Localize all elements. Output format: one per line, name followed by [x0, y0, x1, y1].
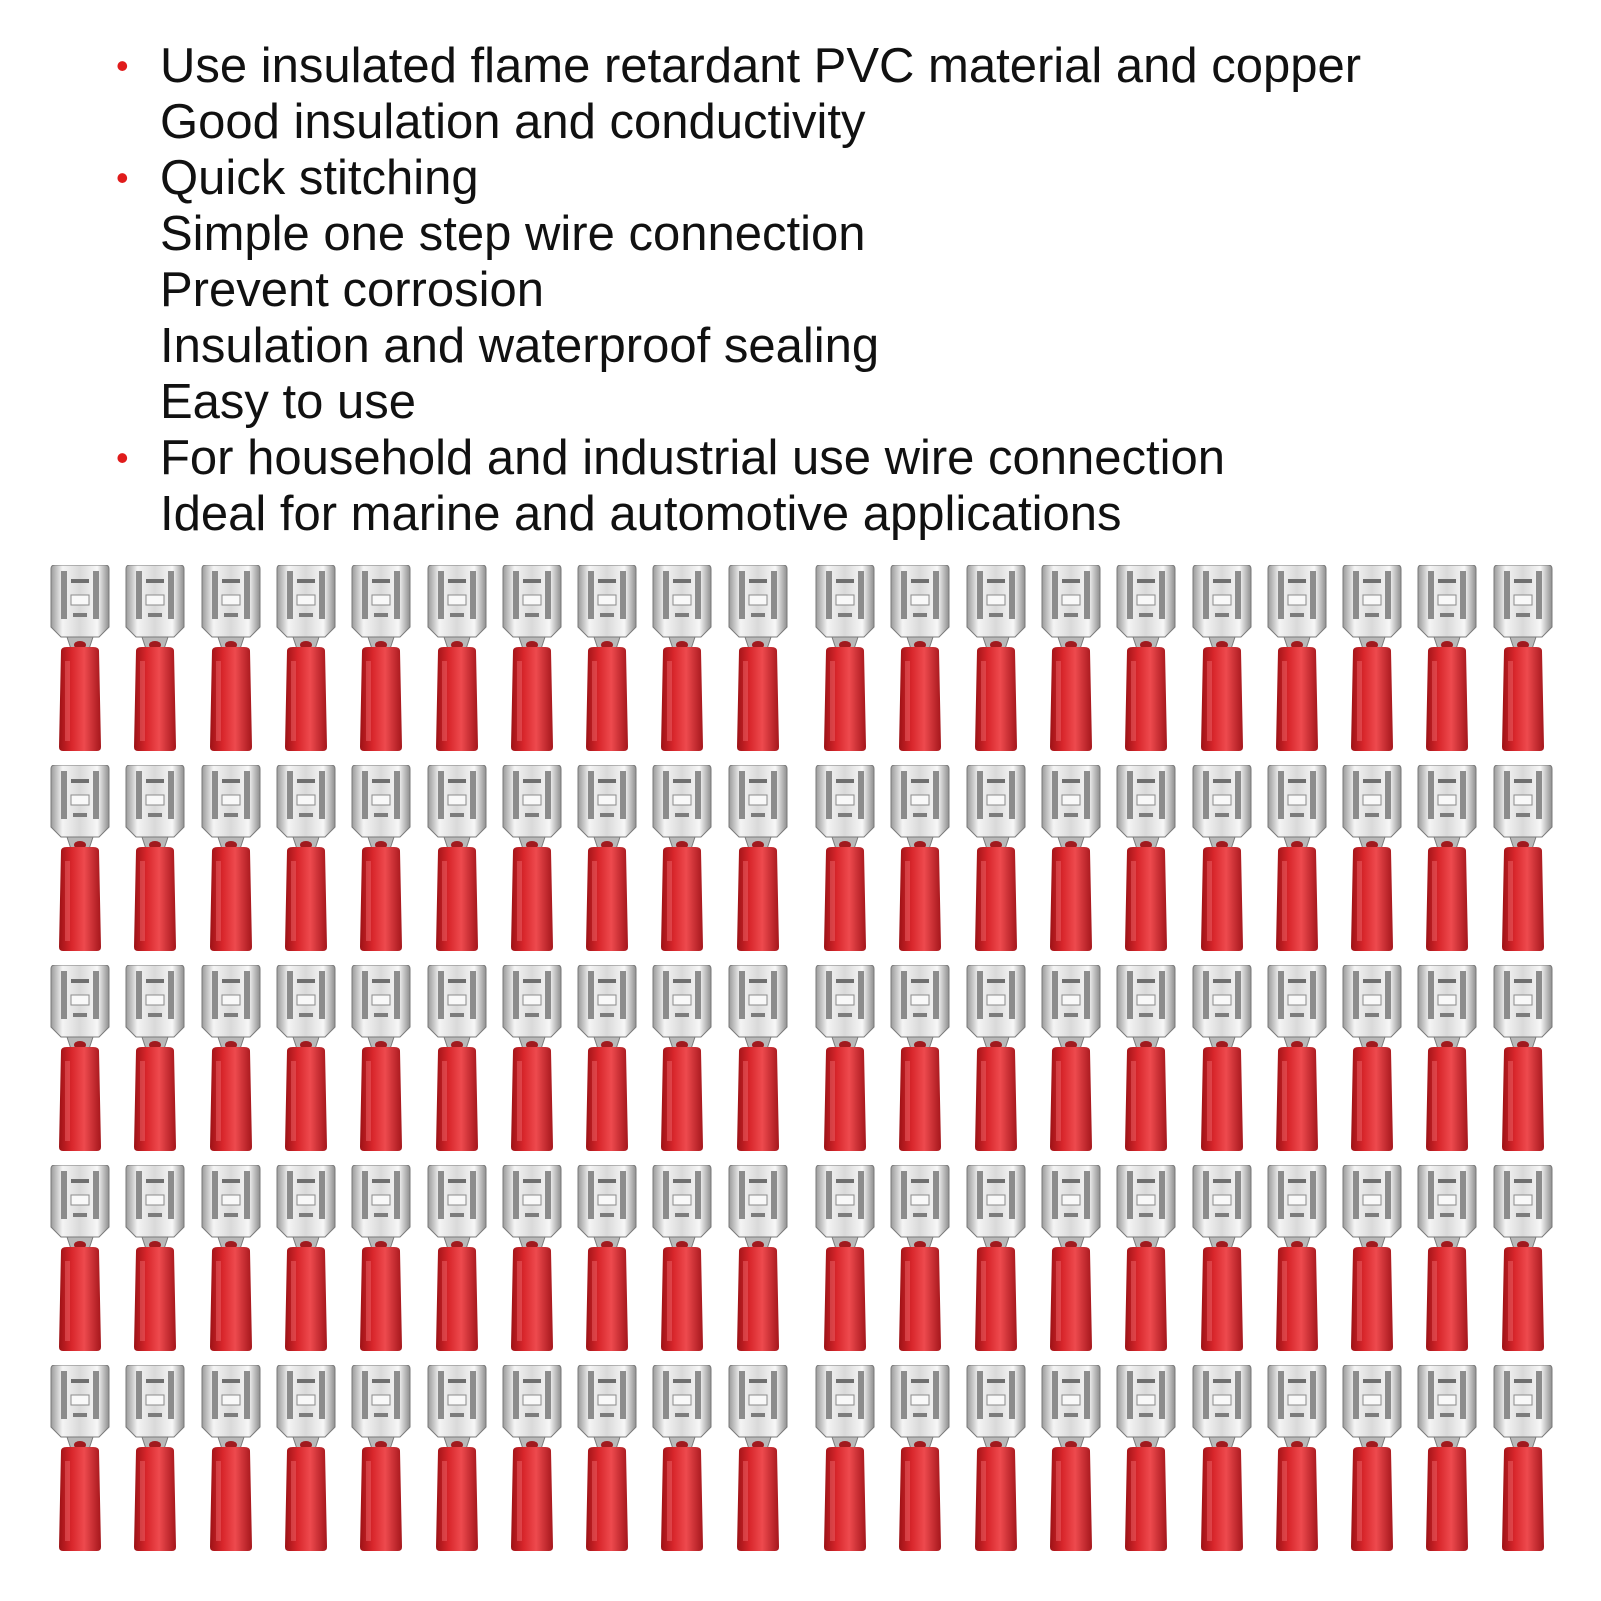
- terminal-item: [198, 1165, 264, 1353]
- bullet-icon: •: [116, 437, 129, 478]
- terminal-icon: [725, 565, 791, 753]
- terminal-item: [499, 1165, 565, 1353]
- terminal-item: [725, 965, 791, 1153]
- terminal-item: [1414, 565, 1480, 753]
- terminal-photo-grid: [47, 565, 1572, 1555]
- terminal-icon: [424, 1365, 490, 1553]
- terminal-item: [649, 565, 715, 753]
- terminal-icon: [47, 965, 113, 1153]
- terminal-item: [1189, 765, 1255, 953]
- terminal-item: [198, 765, 264, 953]
- terminal-item: [1490, 1165, 1556, 1353]
- terminal-icon: [963, 1365, 1029, 1553]
- terminal-item: [499, 565, 565, 753]
- terminal-icon: [499, 1365, 565, 1553]
- terminal-icon: [1490, 1365, 1556, 1553]
- terminal-icon: [348, 965, 414, 1153]
- terminal-icon: [887, 765, 953, 953]
- terminal-item: [812, 965, 878, 1153]
- terminal-item: [424, 565, 490, 753]
- terminal-icon: [812, 765, 878, 953]
- terminal-icon: [47, 565, 113, 753]
- terminal-item: [1490, 965, 1556, 1153]
- terminal-item: [1490, 1365, 1556, 1553]
- feature-line: Prevent corrosion: [160, 263, 545, 317]
- terminal-icon: [198, 965, 264, 1153]
- terminal-icon: [1038, 565, 1104, 753]
- terminal-icon: [1264, 965, 1330, 1153]
- terminal-icon: [1189, 965, 1255, 1153]
- bullet-icon: •: [116, 45, 129, 86]
- terminal-icon: [1189, 765, 1255, 953]
- terminal-item: [348, 565, 414, 753]
- terminal-item: [1414, 1165, 1480, 1353]
- terminal-item: [273, 1365, 339, 1553]
- terminal-icon: [812, 565, 878, 753]
- terminal-icon: [424, 565, 490, 753]
- terminal-item: [649, 1365, 715, 1553]
- terminal-icon: [47, 765, 113, 953]
- feature-item: [112, 430, 1572, 542]
- terminal-item: [649, 965, 715, 1153]
- terminal-item: [1113, 965, 1179, 1153]
- terminal-icon: [1113, 1365, 1179, 1553]
- terminal-item: [273, 565, 339, 753]
- terminal-icon: [1038, 965, 1104, 1153]
- terminal-item: [499, 1365, 565, 1553]
- terminal-icon: [1339, 565, 1405, 753]
- terminal-icon: [273, 565, 339, 753]
- terminal-icon: [198, 1365, 264, 1553]
- terminal-item: [574, 965, 640, 1153]
- terminal-item: [1113, 1365, 1179, 1553]
- terminal-item: [963, 965, 1029, 1153]
- terminal-icon: [1414, 765, 1480, 953]
- terminal-icon: [887, 565, 953, 753]
- terminal-item: [649, 1165, 715, 1353]
- terminal-icon: [499, 565, 565, 753]
- terminal-item: [1113, 1165, 1179, 1353]
- terminal-item: [1339, 965, 1405, 1153]
- terminal-item: [1189, 1365, 1255, 1553]
- terminal-icon: [887, 965, 953, 1153]
- terminal-item: [47, 765, 113, 953]
- terminal-item: [887, 565, 953, 753]
- feature-line: Easy to use: [160, 375, 417, 429]
- terminal-item: [1038, 765, 1104, 953]
- terminal-icon: [348, 565, 414, 753]
- terminal-icon: [499, 1165, 565, 1353]
- terminal-icon: [1113, 965, 1179, 1153]
- terminal-item: [499, 765, 565, 953]
- terminal-icon: [348, 765, 414, 953]
- terminal-icon: [273, 1165, 339, 1353]
- terminal-item: [273, 765, 339, 953]
- terminal-icon: [198, 565, 264, 753]
- feature-line: Insulation and waterproof sealing: [160, 319, 880, 373]
- terminal-item: [574, 765, 640, 953]
- terminal-item: [963, 1365, 1029, 1553]
- terminal-item: [725, 765, 791, 953]
- terminal-item: [1264, 1365, 1330, 1553]
- feature-line: Ideal for marine and automotive applications: [160, 487, 1122, 541]
- feature-line: Good insulation and conductivity: [160, 95, 866, 149]
- feature-item: [112, 38, 1572, 150]
- terminal-icon: [725, 765, 791, 953]
- feature-list: [112, 38, 1572, 542]
- terminal-icon: [1339, 1165, 1405, 1353]
- terminal-icon: [1038, 765, 1104, 953]
- feature-line: Use insulated flame retardant PVC material and copper: [160, 39, 1362, 93]
- terminal-item: [1113, 765, 1179, 953]
- terminal-icon: [424, 965, 490, 1153]
- terminal-item: [1038, 1365, 1104, 1553]
- terminal-icon: [1189, 1165, 1255, 1353]
- terminal-icon: [424, 765, 490, 953]
- terminal-item: [47, 965, 113, 1153]
- terminal-item: [574, 1165, 640, 1353]
- terminal-icon: [47, 1365, 113, 1553]
- terminal-item: [1264, 1165, 1330, 1353]
- terminal-icon: [273, 1365, 339, 1553]
- terminal-icon: [1490, 1165, 1556, 1353]
- terminal-icon: [273, 765, 339, 953]
- terminal-icon: [1490, 765, 1556, 953]
- terminal-item: [1038, 1165, 1104, 1353]
- bullet-icon: •: [116, 157, 129, 198]
- terminal-item: [725, 565, 791, 753]
- terminal-item: [198, 565, 264, 753]
- terminal-icon: [649, 565, 715, 753]
- terminal-item: [198, 1365, 264, 1553]
- terminal-item: [1339, 765, 1405, 953]
- terminal-item: [1264, 965, 1330, 1153]
- terminal-icon: [1490, 965, 1556, 1153]
- terminal-icon: [574, 565, 640, 753]
- terminal-icon: [198, 765, 264, 953]
- terminal-icon: [574, 1165, 640, 1353]
- terminal-icon: [122, 1365, 188, 1553]
- terminal-icon: [348, 1165, 414, 1353]
- terminal-icon: [1113, 565, 1179, 753]
- terminal-icon: [887, 1365, 953, 1553]
- terminal-icon: [122, 965, 188, 1153]
- terminal-icon: [963, 965, 1029, 1153]
- terminal-icon: [1038, 1365, 1104, 1553]
- terminal-item: [348, 1165, 414, 1353]
- terminal-icon: [1490, 565, 1556, 753]
- terminal-item: [1490, 765, 1556, 953]
- terminal-icon: [812, 1365, 878, 1553]
- terminal-icon: [1264, 1165, 1330, 1353]
- terminal-item: [725, 1365, 791, 1553]
- terminal-item: [348, 765, 414, 953]
- terminal-icon: [1113, 765, 1179, 953]
- terminal-item: [47, 1365, 113, 1553]
- terminal-item: [1189, 565, 1255, 753]
- terminal-icon: [725, 1365, 791, 1553]
- terminal-icon: [122, 765, 188, 953]
- terminal-icon: [1414, 965, 1480, 1153]
- terminal-item: [424, 765, 490, 953]
- terminal-item: [1414, 965, 1480, 1153]
- terminal-item: [812, 565, 878, 753]
- terminal-icon: [1414, 1365, 1480, 1553]
- terminal-icon: [348, 1365, 414, 1553]
- terminal-icon: [1339, 965, 1405, 1153]
- feature-line: For household and industrial use wire connection: [160, 431, 1226, 485]
- terminal-item: [122, 565, 188, 753]
- terminal-item: [649, 765, 715, 953]
- terminal-item: [47, 565, 113, 753]
- terminal-item: [1490, 565, 1556, 753]
- terminal-item: [348, 965, 414, 1153]
- terminal-item: [1189, 1165, 1255, 1353]
- terminal-item: [499, 965, 565, 1153]
- terminal-icon: [1339, 765, 1405, 953]
- terminal-item: [1414, 765, 1480, 953]
- terminal-item: [122, 1165, 188, 1353]
- terminal-item: [348, 1365, 414, 1553]
- terminal-item: [574, 565, 640, 753]
- terminal-item: [1264, 765, 1330, 953]
- terminal-icon: [649, 1165, 715, 1353]
- terminal-icon: [574, 765, 640, 953]
- terminal-icon: [963, 565, 1029, 753]
- terminal-icon: [887, 1165, 953, 1353]
- terminal-item: [1038, 965, 1104, 1153]
- terminal-icon: [499, 765, 565, 953]
- terminal-icon: [649, 965, 715, 1153]
- terminal-icon: [122, 565, 188, 753]
- terminal-item: [1264, 565, 1330, 753]
- terminal-item: [812, 1165, 878, 1353]
- terminal-item: [122, 1365, 188, 1553]
- terminal-item: [1038, 565, 1104, 753]
- terminal-item: [47, 1165, 113, 1353]
- terminal-icon: [649, 765, 715, 953]
- terminal-item: [1113, 565, 1179, 753]
- feature-line: Quick stitching: [160, 151, 479, 205]
- feature-line: Simple one step wire connection: [160, 207, 866, 261]
- terminal-icon: [1113, 1165, 1179, 1353]
- terminal-item: [424, 1165, 490, 1353]
- terminal-item: [1339, 1365, 1405, 1553]
- terminal-icon: [424, 1165, 490, 1353]
- terminal-icon: [198, 1165, 264, 1353]
- terminal-item: [812, 1365, 878, 1553]
- terminal-item: [887, 765, 953, 953]
- terminal-item: [1339, 1165, 1405, 1353]
- terminal-icon: [1189, 565, 1255, 753]
- terminal-icon: [574, 1365, 640, 1553]
- terminal-item: [574, 1365, 640, 1553]
- feature-item: [112, 150, 1572, 430]
- terminal-icon: [273, 965, 339, 1153]
- terminal-item: [273, 965, 339, 1153]
- terminal-icon: [1414, 565, 1480, 753]
- terminal-icon: [1264, 765, 1330, 953]
- terminal-icon: [963, 765, 1029, 953]
- terminal-item: [725, 1165, 791, 1353]
- terminal-icon: [649, 1365, 715, 1553]
- terminal-icon: [1038, 1165, 1104, 1353]
- terminal-item: [963, 765, 1029, 953]
- terminal-item: [1189, 965, 1255, 1153]
- terminal-item: [812, 765, 878, 953]
- terminal-item: [1414, 1365, 1480, 1553]
- terminal-item: [1339, 565, 1405, 753]
- terminal-icon: [47, 1165, 113, 1353]
- terminal-icon: [725, 965, 791, 1153]
- terminal-item: [887, 965, 953, 1153]
- terminal-icon: [122, 1165, 188, 1353]
- terminal-icon: [1264, 1365, 1330, 1553]
- terminal-item: [424, 965, 490, 1153]
- terminal-icon: [725, 1165, 791, 1353]
- terminal-icon: [963, 1165, 1029, 1353]
- terminal-icon: [1414, 1165, 1480, 1353]
- terminal-item: [122, 765, 188, 953]
- terminal-item: [963, 1165, 1029, 1353]
- terminal-icon: [1189, 1365, 1255, 1553]
- terminal-icon: [574, 965, 640, 1153]
- terminal-item: [424, 1365, 490, 1553]
- terminal-item: [273, 1165, 339, 1353]
- terminal-item: [887, 1165, 953, 1353]
- terminal-icon: [499, 965, 565, 1153]
- terminal-icon: [1339, 1365, 1405, 1553]
- terminal-item: [887, 1365, 953, 1553]
- terminal-item: [122, 965, 188, 1153]
- terminal-item: [963, 565, 1029, 753]
- terminal-icon: [1264, 565, 1330, 753]
- terminal-item: [198, 965, 264, 1153]
- terminal-icon: [812, 965, 878, 1153]
- terminal-icon: [812, 1165, 878, 1353]
